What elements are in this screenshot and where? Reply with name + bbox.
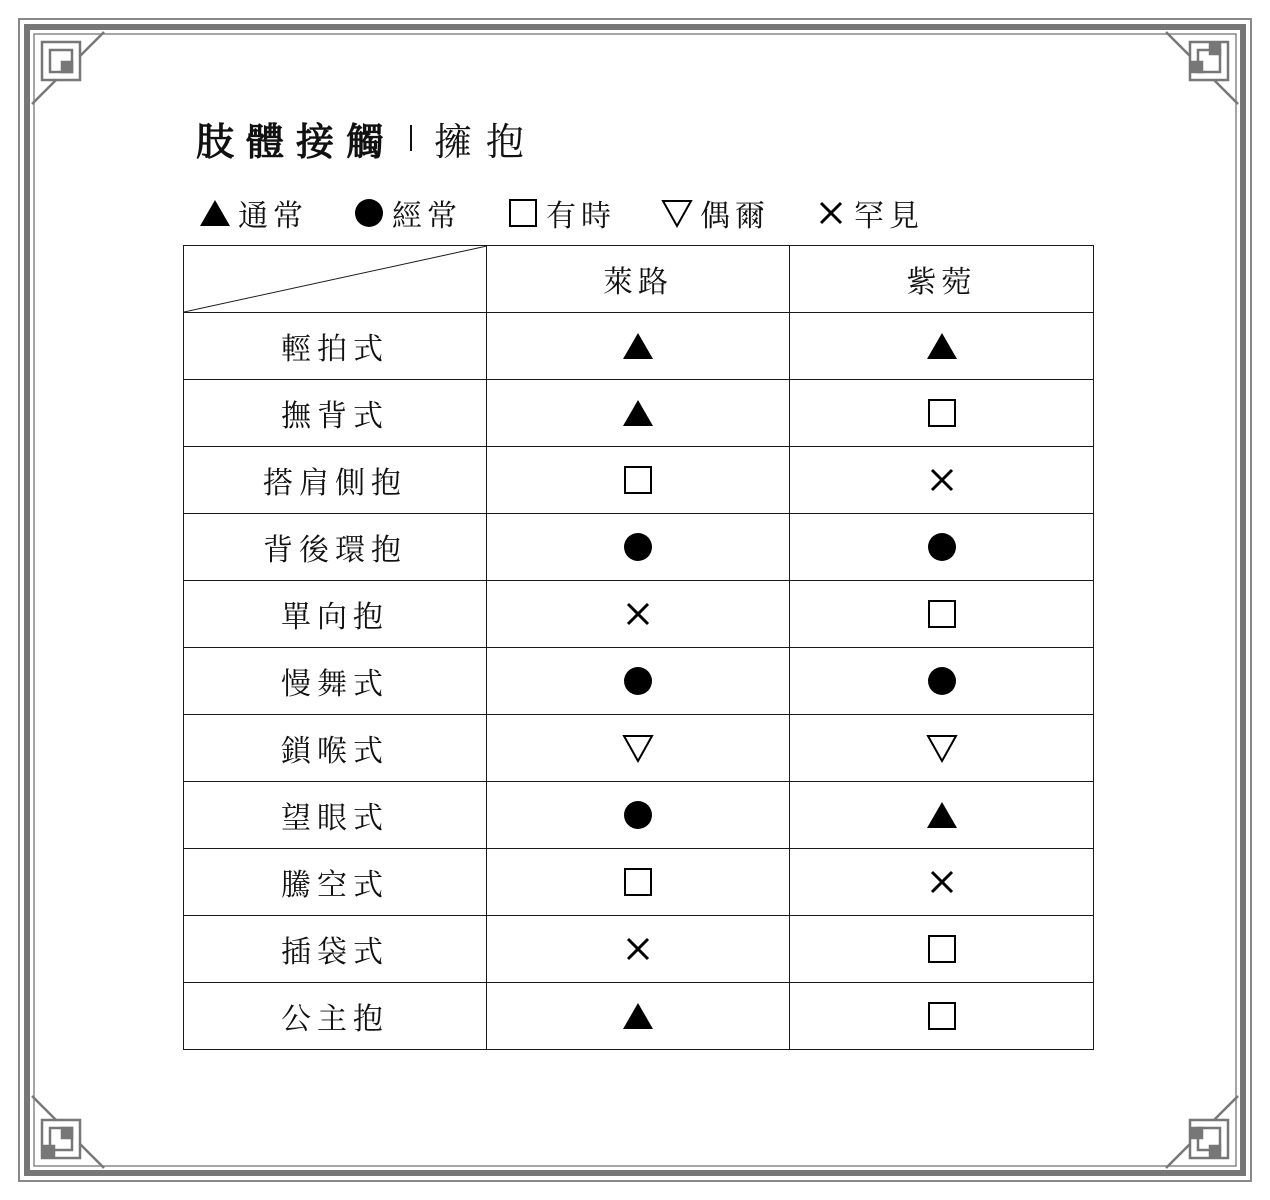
table-row: [184, 380, 1094, 447]
legend-item: [660, 191, 770, 235]
hollow-inverted-triangle-icon: [620, 730, 656, 766]
hollow-square-icon: [620, 864, 656, 900]
title-separator: [410, 125, 412, 151]
table-cell: [487, 983, 790, 1050]
row-label: 背後環抱: [184, 514, 487, 581]
filled-circle-icon: [924, 663, 960, 699]
row-label: 鎖喉式: [184, 715, 487, 782]
cross-icon: [924, 462, 960, 498]
legend-label: 經常: [392, 199, 462, 234]
frequency-table: [183, 245, 1093, 1060]
table-header-row: [184, 246, 1094, 313]
legend-label: 偶爾: [700, 199, 770, 234]
filled-triangle-icon: [620, 395, 656, 431]
table-cell: [790, 380, 1094, 447]
table-row: [184, 648, 1094, 715]
cross-icon: [814, 196, 848, 230]
table-corner-cell: [184, 246, 487, 313]
table-row: [184, 715, 1094, 782]
legend-item: [814, 191, 924, 235]
table-cell: [790, 313, 1094, 380]
table-cell: [487, 581, 790, 648]
row-label: 騰空式: [184, 849, 487, 916]
table-row: [184, 782, 1094, 849]
filled-triangle-icon: [198, 196, 232, 230]
table-cell: [790, 514, 1094, 581]
table-cell: [790, 916, 1094, 983]
table-cell: [487, 380, 790, 447]
legend: [198, 193, 924, 233]
row-label: 搭肩側抱: [184, 447, 487, 514]
legend-item: [506, 191, 616, 235]
table-cell: [790, 715, 1094, 782]
cross-icon: [620, 931, 656, 967]
table-row: [184, 447, 1094, 514]
row-label: 撫背式: [184, 380, 487, 447]
legend-label: 通常: [238, 199, 308, 234]
corner-ornament-top-left: [32, 32, 104, 104]
filled-circle-icon: [620, 529, 656, 565]
hollow-square-icon: [506, 196, 540, 230]
table-cell: [487, 648, 790, 715]
table-row: [184, 916, 1094, 983]
table-cell: [790, 782, 1094, 849]
filled-circle-icon: [620, 663, 656, 699]
legend-label: 有時: [546, 199, 616, 234]
table-cell: [790, 447, 1094, 514]
hollow-square-icon: [924, 998, 960, 1034]
legend-item: [352, 191, 462, 235]
legend-item: [198, 191, 308, 235]
table-cell: [487, 916, 790, 983]
table-cell: [790, 581, 1094, 648]
filled-circle-icon: [620, 797, 656, 833]
table-cell: [790, 849, 1094, 916]
table-cell: [790, 648, 1094, 715]
table-row: [184, 313, 1094, 380]
column-header: 萊路: [487, 246, 790, 313]
hollow-square-icon: [924, 931, 960, 967]
table-row: [184, 983, 1094, 1050]
row-label: 插袋式: [184, 916, 487, 983]
row-label: 單向抱: [184, 581, 487, 648]
table-row: [184, 514, 1094, 581]
corner-ornament-bottom-left: [32, 1096, 104, 1168]
corner-ornament-top-right: [1166, 32, 1238, 104]
hollow-square-icon: [924, 395, 960, 431]
title-main: 肢體接觸: [196, 119, 397, 164]
diagonal-line: [184, 246, 487, 312]
row-label: 輕拍式: [184, 313, 487, 380]
table-cell: [487, 715, 790, 782]
hollow-square-icon: [620, 462, 656, 498]
filled-triangle-icon: [620, 328, 656, 364]
table-cell: [487, 447, 790, 514]
hollow-square-icon: [924, 596, 960, 632]
row-label: 望眼式: [184, 782, 487, 849]
table-row: [184, 581, 1094, 648]
table-cell: [487, 849, 790, 916]
table-cell: [790, 983, 1094, 1050]
cross-icon: [620, 596, 656, 632]
filled-circle-icon: [352, 196, 386, 230]
hollow-inverted-triangle-icon: [660, 196, 694, 230]
table-body: [184, 313, 1094, 1050]
page-title: [196, 112, 538, 164]
filled-triangle-icon: [924, 797, 960, 833]
table-row: [184, 849, 1094, 916]
row-label: 公主抱: [184, 983, 487, 1050]
corner-ornament-bottom-right: [1166, 1096, 1238, 1168]
filled-triangle-icon: [924, 328, 960, 364]
filled-triangle-icon: [620, 998, 656, 1034]
cross-icon: [924, 864, 960, 900]
table-cell: [487, 514, 790, 581]
legend-label: 罕見: [854, 199, 924, 234]
title-subtitle: 擁抱: [434, 119, 539, 164]
hollow-inverted-triangle-icon: [924, 730, 960, 766]
table-cell: [487, 782, 790, 849]
row-label: 慢舞式: [184, 648, 487, 715]
filled-circle-icon: [924, 529, 960, 565]
table-cell: [487, 313, 790, 380]
column-header: 紫菀: [790, 246, 1094, 313]
